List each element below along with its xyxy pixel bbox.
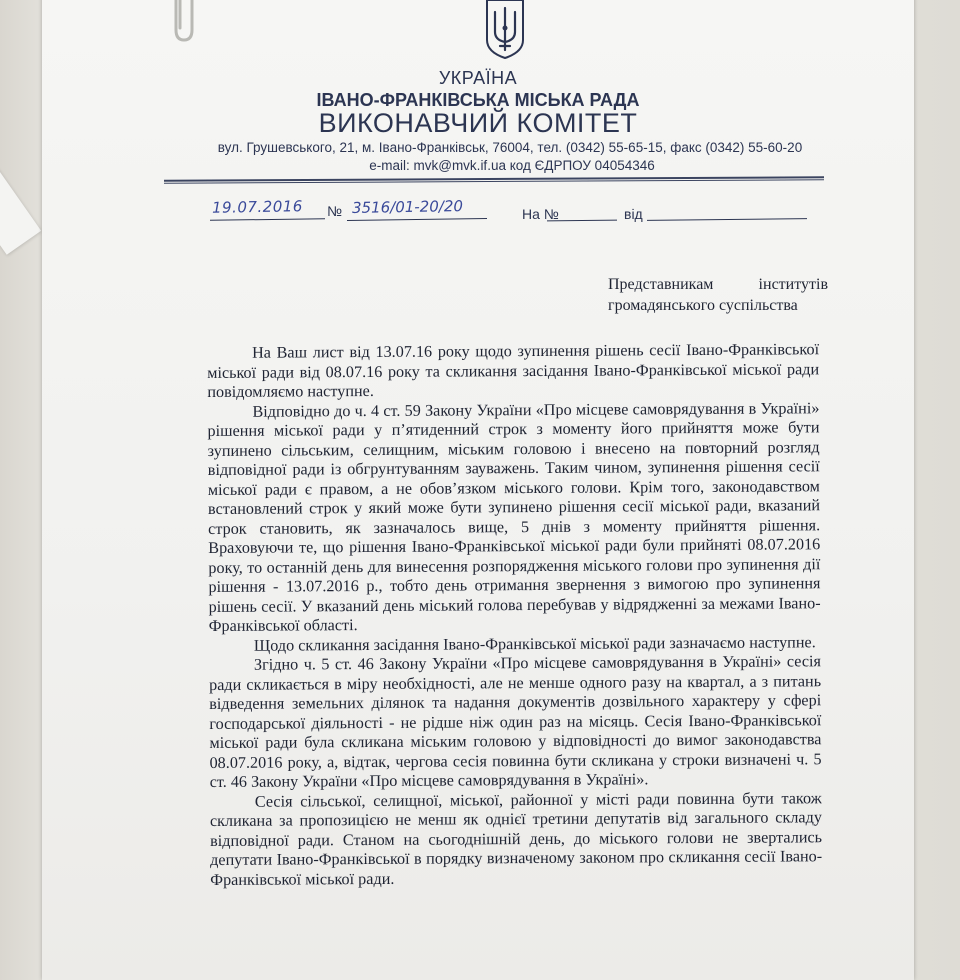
- registration-date: 19.07.2016: [211, 197, 304, 217]
- body-paragraph: Щодо скликання засідання Івано-Франківської міської ради зазначаємо наступне.: [253, 632, 816, 655]
- reply-date-blank: [647, 218, 807, 221]
- letter-body: [207, 340, 822, 890]
- body-paragraph: Згідно ч. 5 ст. 46 Закону України «Про місцеве самоврядування в Україні» сесія ради скликається в міру необхідності, але не менше одного разу на квартал, а з питань відведення земельних ділянок та надання документів дозвільного характеру у сфері господарської діяльності - не рідше ніж один раз на місяць. Сесія Івано-Франківської міської ради була скликана міським головою у відповідності до вимог законодавства 08.07.2016 року, а, відтак, чергова сесія повинна бути скликана у строки визначені ч. 5 ст. 46 Закону України «Про місцеве самоврядування в Україні».: [209, 652, 822, 791]
- letterhead-country: УКРАЇНА: [438, 68, 518, 88]
- registration-number-label: №: [327, 203, 343, 219]
- registration-number: 3516/01-20/20: [351, 197, 464, 217]
- trident-emblem-icon: [483, 0, 527, 60]
- addressee: Представникам інститутів громадянського суспільства: [608, 276, 828, 314]
- paperclip-icon: [162, 0, 222, 50]
- registration-number-underline: [347, 218, 487, 221]
- body-paragraph: Відповідно до ч. 4 ст. 59 Закону України «Про місцеве самоврядування в Україні» рішення міської ради у п’ятиденний строк з моменту його прийняття може бути зупинено сільським, селищним, міським головою і внесено на повторний розгляд відповідної ради із обгрунтуванням зауважень. Таким чином, зупинення рішення сесії міської ради є правом, а не обов’язком міського голови. Крім того, законодавством встановлений строк у який може бути зупинено рішення сесії міської ради, вказаний строк становить, як зазначалось вище, 5 днів з моменту прийняття рішення. Враховуючи те, що рішення Івано-Франківської міської ради були прийняті 08.07.2016 року, то останній день для винесення розпорядження міського голови про зупинення дії рішення - 13.07.2016 р., тобто день отримання звернення з вимогою про зупинення рішень сесії. У вказаний день міський голова перебував у відрядженні за межами Івано-Франківської області.: [207, 398, 821, 635]
- letterhead-council: ІВАНО-ФРАНКІВСЬКА МІСЬКА РАДА: [316, 90, 640, 110]
- body-paragraph: Сесія сільської, селищної, міської, районної у місті ради повинна бути також скликана за пропозицією не менш як однієї третини депутатів від загального складу відповідної ради. Станом на сьогоднішній день, до міського голови не звертались депутати Івано-Франківської в порядку визначеному законом про скликання сесії Івано-Франківської міської ради.: [209, 788, 823, 889]
- registration-date-underline: [210, 218, 325, 221]
- reply-number-blank: [547, 220, 617, 222]
- letterhead-email: e-mail: mvk@mvk.if.ua код ЄДРПОУ 04054346: [369, 158, 655, 173]
- letter-sheet: [42, 0, 914, 980]
- reply-number-label: На №: [522, 206, 559, 222]
- background-paper-corner: [0, 165, 41, 255]
- letterhead-address: вул. Грушевського, 21, м. Івано-Франківськ, 76004, тел. (0342) 55-65-15, факс (0342) 55-60-20: [217, 140, 803, 155]
- reply-date-label: від: [624, 206, 643, 222]
- body-paragraph: На Ваш лист від 13.07.16 року щодо зупинення рішень сесії Івано-Франківської міської ради від 08.07.16 року та скликання засідання Івано-Франківської міської ради повідомляємо наступне.: [207, 340, 820, 401]
- letterhead-committee: ВИКОНАВЧИЙ КОМІТЕТ: [318, 108, 638, 138]
